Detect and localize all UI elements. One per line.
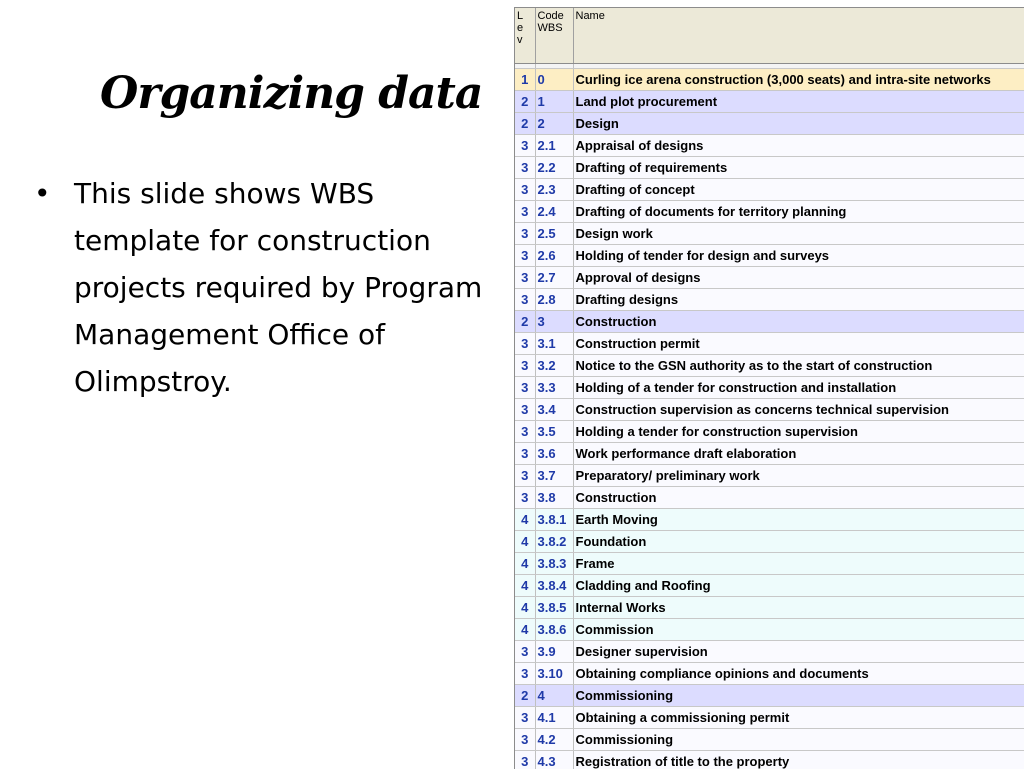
wbs-name-cell[interactable]: Foundation — [573, 531, 1024, 553]
wbs-row[interactable] — [515, 421, 1024, 443]
wbs-code-cell[interactable]: 2.6 — [535, 245, 573, 267]
wbs-name-cell[interactable]: Commission — [573, 619, 1024, 641]
wbs-code-cell[interactable]: 3.8.3 — [535, 553, 573, 575]
wbs-code-cell[interactable]: 2.1 — [535, 135, 573, 157]
wbs-header-row — [515, 8, 1024, 64]
wbs-level-cell[interactable]: 4 — [515, 531, 535, 553]
header-code-wbs[interactable]: Code WBS — [535, 8, 573, 64]
header-name[interactable]: Name — [573, 8, 1024, 64]
wbs-name-cell[interactable]: Land plot procurement — [573, 91, 1024, 113]
wbs-level-cell[interactable]: 3 — [515, 399, 535, 421]
wbs-level-cell[interactable]: 3 — [515, 157, 535, 179]
wbs-name-cell[interactable]: Construction — [573, 311, 1024, 333]
wbs-level-cell[interactable]: 3 — [515, 333, 535, 355]
wbs-level-cell[interactable]: 3 — [515, 729, 535, 751]
wbs-level-cell[interactable]: 3 — [515, 355, 535, 377]
wbs-level-cell[interactable]: 3 — [515, 421, 535, 443]
wbs-code-cell[interactable]: 3.8.2 — [535, 531, 573, 553]
wbs-row[interactable] — [515, 707, 1024, 729]
wbs-code-cell[interactable]: 3.10 — [535, 663, 573, 685]
wbs-row[interactable] — [515, 685, 1024, 707]
wbs-name-cell[interactable]: Obtaining a commissioning permit — [573, 707, 1024, 729]
wbs-row[interactable] — [515, 751, 1024, 769]
wbs-level-cell[interactable]: 3 — [515, 135, 535, 157]
wbs-code-cell[interactable]: 2.7 — [535, 267, 573, 289]
wbs-name-cell[interactable]: Earth Moving — [573, 509, 1024, 531]
wbs-body — [515, 64, 1024, 769]
wbs-row[interactable] — [515, 135, 1024, 157]
wbs-row[interactable] — [515, 245, 1024, 267]
wbs-row[interactable] — [515, 377, 1024, 399]
wbs-code-cell[interactable]: 4 — [535, 685, 573, 707]
wbs-name-cell[interactable]: Construction supervision as concerns technical supervision — [573, 399, 1024, 421]
wbs-level-cell[interactable]: 3 — [515, 223, 535, 245]
wbs-row[interactable] — [515, 355, 1024, 377]
wbs-code-cell[interactable]: 2.8 — [535, 289, 573, 311]
wbs-name-cell[interactable]: Frame — [573, 553, 1024, 575]
wbs-code-cell[interactable]: 2.3 — [535, 179, 573, 201]
wbs-row[interactable] — [515, 179, 1024, 201]
wbs-level-cell[interactable]: 2 — [515, 311, 535, 333]
wbs-row[interactable] — [515, 509, 1024, 531]
wbs-code-cell[interactable]: 2.5 — [535, 223, 573, 245]
wbs-row[interactable] — [515, 487, 1024, 509]
wbs-name-cell[interactable]: Notice to the GSN authority as to the start of construction — [573, 355, 1024, 377]
wbs-name-cell[interactable]: Drafting of concept — [573, 179, 1024, 201]
wbs-code-cell[interactable]: 3.1 — [535, 333, 573, 355]
wbs-row[interactable] — [515, 619, 1024, 641]
wbs-code-cell[interactable]: 3.3 — [535, 377, 573, 399]
wbs-code-cell[interactable]: 2.2 — [535, 157, 573, 179]
bullet-dot: • — [34, 170, 51, 217]
wbs-code-cell[interactable]: 3.4 — [535, 399, 573, 421]
wbs-row[interactable] — [515, 663, 1024, 685]
wbs-name-cell[interactable]: Internal Works — [573, 597, 1024, 619]
wbs-code-cell[interactable]: 4.1 — [535, 707, 573, 729]
wbs-name-cell[interactable]: Preparatory/ preliminary work — [573, 465, 1024, 487]
wbs-level-cell[interactable]: 3 — [515, 201, 535, 223]
wbs-row[interactable] — [515, 575, 1024, 597]
wbs-row[interactable] — [515, 553, 1024, 575]
wbs-row[interactable] — [515, 113, 1024, 135]
wbs-name-cell[interactable]: Commissioning — [573, 685, 1024, 707]
wbs-name-cell[interactable]: Curling ice arena construction (3,000 seats) and intra-site networks — [573, 69, 1024, 91]
wbs-row[interactable] — [515, 531, 1024, 553]
wbs-name-cell[interactable]: Drafting of requirements — [573, 157, 1024, 179]
wbs-level-cell[interactable]: 2 — [515, 113, 535, 135]
wbs-level-cell[interactable]: 4 — [515, 619, 535, 641]
wbs-level-cell[interactable]: 3 — [515, 267, 535, 289]
wbs-name-cell[interactable]: Design — [573, 113, 1024, 135]
wbs-row[interactable] — [515, 399, 1024, 421]
wbs-name-cell[interactable]: Holding of tender for design and surveys — [573, 245, 1024, 267]
wbs-code-cell[interactable]: 4.3 — [535, 751, 573, 769]
wbs-name-cell[interactable]: Obtaining compliance opinions and documents — [573, 663, 1024, 685]
wbs-code-cell[interactable]: 1 — [535, 91, 573, 113]
wbs-code-cell[interactable]: 3.2 — [535, 355, 573, 377]
wbs-row[interactable] — [515, 729, 1024, 751]
wbs-level-cell[interactable]: 3 — [515, 289, 535, 311]
wbs-level-cell[interactable]: 4 — [515, 597, 535, 619]
wbs-row[interactable] — [515, 69, 1024, 91]
wbs-code-cell[interactable]: 3.9 — [535, 641, 573, 663]
wbs-row[interactable] — [515, 157, 1024, 179]
wbs-code-cell[interactable]: 2.4 — [535, 201, 573, 223]
wbs-level-cell[interactable]: 4 — [515, 553, 535, 575]
wbs-row[interactable] — [515, 641, 1024, 663]
wbs-name-cell[interactable]: Construction — [573, 487, 1024, 509]
wbs-level-cell[interactable]: 1 — [515, 69, 535, 91]
wbs-level-cell[interactable]: 3 — [515, 443, 535, 465]
wbs-row[interactable] — [515, 443, 1024, 465]
wbs-table — [515, 8, 1024, 769]
wbs-name-cell[interactable]: Construction permit — [573, 333, 1024, 355]
wbs-code-cell[interactable]: 2 — [535, 113, 573, 135]
wbs-code-cell[interactable]: 3.8 — [535, 487, 573, 509]
wbs-level-cell[interactable]: 4 — [515, 509, 535, 531]
wbs-name-cell[interactable]: Work performance draft elaboration — [573, 443, 1024, 465]
wbs-name-cell[interactable]: Commissioning — [573, 729, 1024, 751]
wbs-row[interactable] — [515, 223, 1024, 245]
wbs-name-cell[interactable]: Holding a tender for construction supervision — [573, 421, 1024, 443]
wbs-level-cell[interactable]: 3 — [515, 245, 535, 267]
wbs-level-cell[interactable]: 3 — [515, 751, 535, 769]
wbs-code-cell[interactable]: 3.7 — [535, 465, 573, 487]
wbs-code-cell[interactable]: 4.2 — [535, 729, 573, 751]
wbs-name-cell[interactable]: Drafting of documents for territory planning — [573, 201, 1024, 223]
bullet-text: This slide shows WBS template for construction projects required by Program Management Office of Olimpstroy. — [74, 177, 482, 398]
wbs-level-cell[interactable]: 4 — [515, 575, 535, 597]
wbs-level-cell[interactable]: 3 — [515, 641, 535, 663]
wbs-name-cell[interactable]: Designer supervision — [573, 641, 1024, 663]
wbs-row[interactable] — [515, 333, 1024, 355]
wbs-name-cell[interactable]: Cladding and Roofing — [573, 575, 1024, 597]
wbs-level-cell[interactable]: 2 — [515, 91, 535, 113]
wbs-row[interactable] — [515, 201, 1024, 223]
bullet-item — [34, 170, 504, 405]
wbs-row[interactable] — [515, 311, 1024, 333]
wbs-name-cell[interactable]: Registration of title to the property — [573, 751, 1024, 769]
wbs-level-cell[interactable]: 2 — [515, 685, 535, 707]
wbs-row[interactable] — [515, 289, 1024, 311]
bullet-list — [34, 170, 504, 405]
wbs-level-cell[interactable]: 3 — [515, 663, 535, 685]
wbs-code-cell[interactable]: 3 — [535, 311, 573, 333]
wbs-row[interactable] — [515, 465, 1024, 487]
wbs-code-cell[interactable]: 3.8.4 — [535, 575, 573, 597]
wbs-row[interactable] — [515, 91, 1024, 113]
header-level[interactable]: L e v — [515, 8, 535, 64]
wbs-name-cell[interactable]: Design work — [573, 223, 1024, 245]
wbs-level-cell[interactable]: 3 — [515, 377, 535, 399]
slide-title: Organizing data — [100, 68, 482, 119]
wbs-code-cell[interactable]: 3.5 — [535, 421, 573, 443]
wbs-row[interactable] — [515, 267, 1024, 289]
wbs-name-cell[interactable]: Appraisal of designs — [573, 135, 1024, 157]
wbs-name-cell[interactable]: Holding of a tender for construction and installation — [573, 377, 1024, 399]
wbs-level-cell[interactable]: 3 — [515, 707, 535, 729]
wbs-level-cell[interactable]: 3 — [515, 465, 535, 487]
wbs-code-cell[interactable]: 3.8.1 — [535, 509, 573, 531]
wbs-name-cell[interactable]: Drafting designs — [573, 289, 1024, 311]
wbs-code-cell[interactable]: 0 — [535, 69, 573, 91]
wbs-level-cell[interactable]: 3 — [515, 179, 535, 201]
wbs-level-cell[interactable]: 3 — [515, 487, 535, 509]
wbs-name-cell[interactable]: Approval of designs — [573, 267, 1024, 289]
wbs-code-cell[interactable]: 3.8.5 — [535, 597, 573, 619]
wbs-table-screenshot — [514, 7, 1024, 769]
wbs-code-cell[interactable]: 3.8.6 — [535, 619, 573, 641]
wbs-code-cell[interactable]: 3.6 — [535, 443, 573, 465]
wbs-row[interactable] — [515, 597, 1024, 619]
